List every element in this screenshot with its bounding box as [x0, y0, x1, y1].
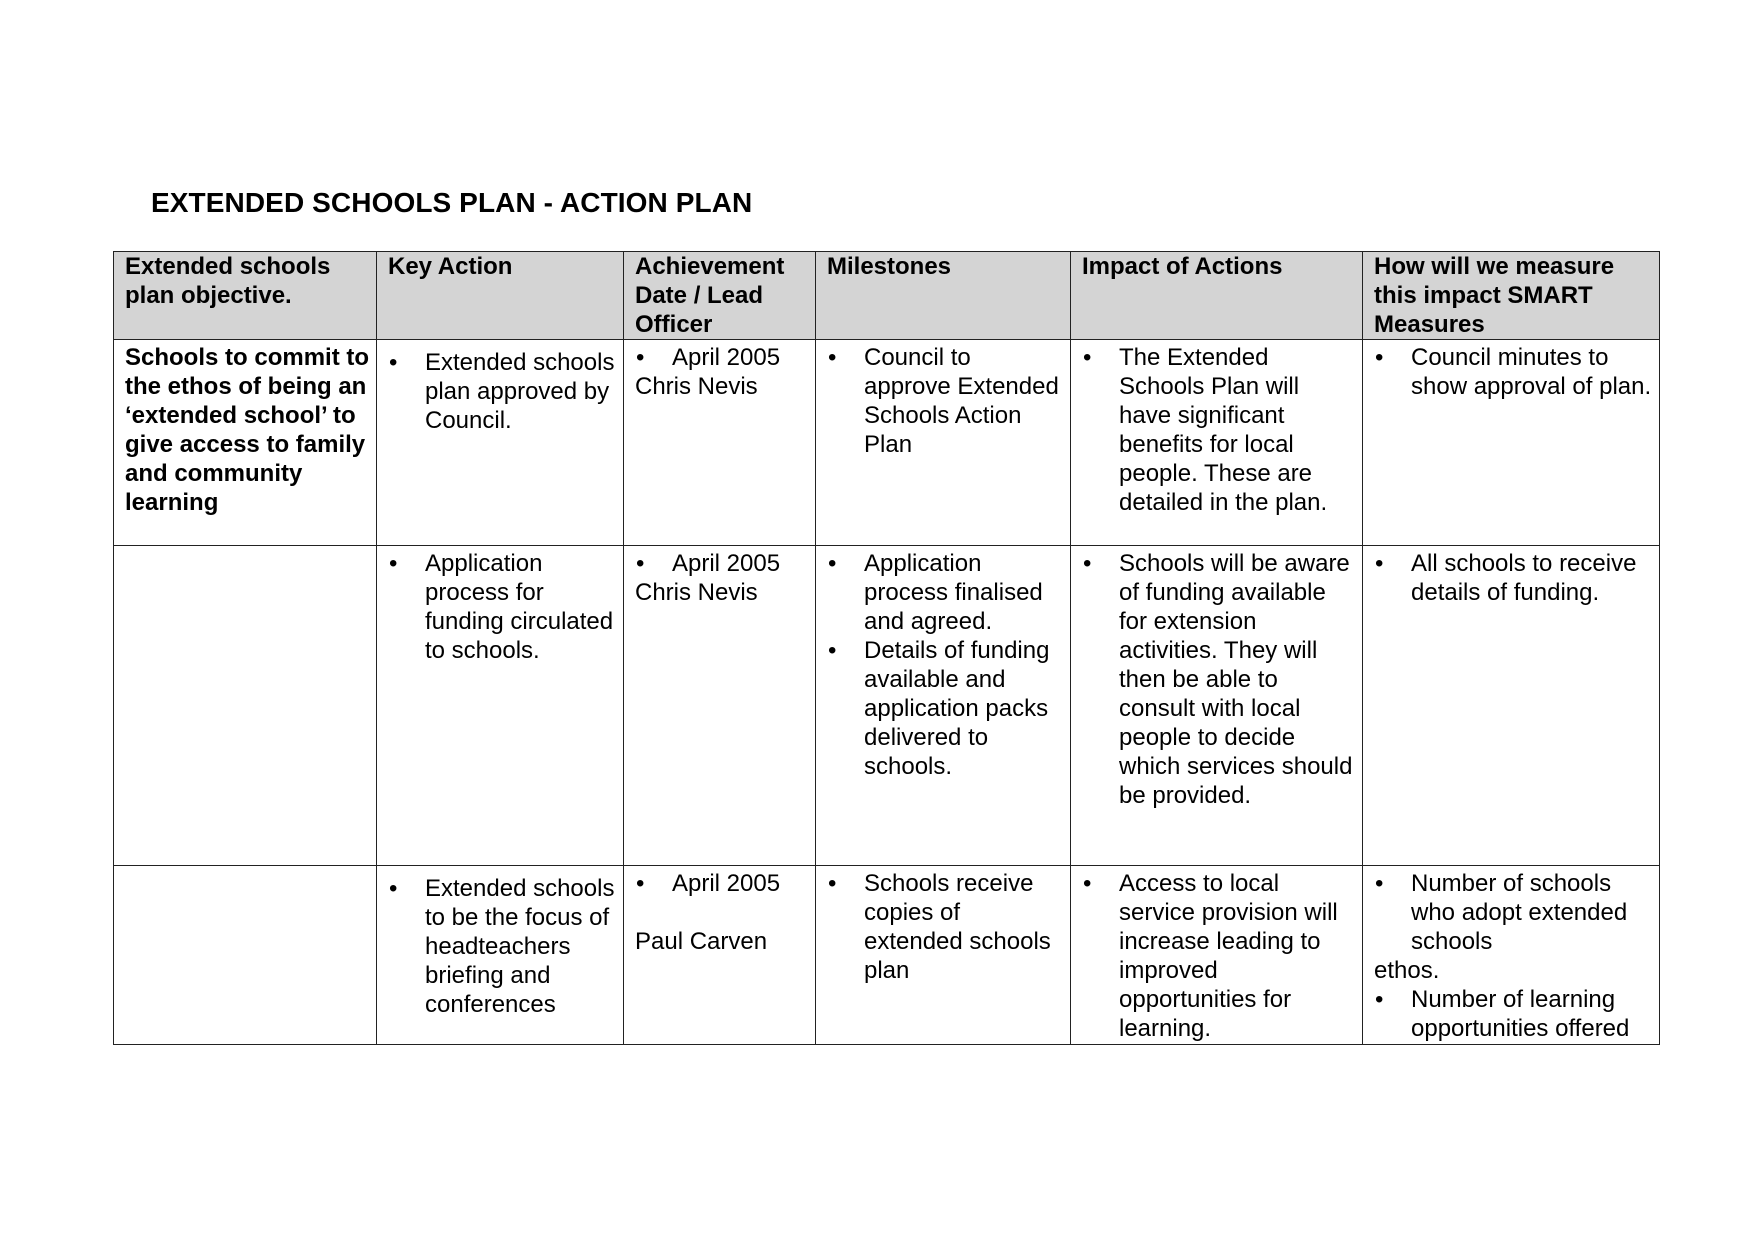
table-row	[114, 866, 1660, 1045]
lead-officer: Chris Nevis	[635, 373, 758, 400]
list-item: • All schools to receive details of funding.	[1374, 549, 1653, 607]
header-impact: Impact of Actions	[1071, 252, 1363, 340]
achievement-cell	[624, 546, 816, 866]
measures-cell	[1363, 546, 1660, 866]
key-action-cell	[377, 866, 624, 1045]
list-item: • The Extended Schools Plan will have significant benefits for local people. These are detailed in the plan.	[1082, 343, 1356, 517]
impact-cell	[1071, 866, 1363, 1045]
table-row	[114, 340, 1660, 546]
measures-cell	[1363, 866, 1660, 1045]
list-item: • Extended schools to be the focus of headteachers briefing and conferences	[388, 874, 617, 1019]
achievement-date: • April 2005	[635, 343, 809, 372]
list-item: • Schools receive copies of extended schools plan	[827, 869, 1064, 985]
blank-line	[635, 898, 809, 927]
page-title: EXTENDED SCHOOLS PLAN - ACTION PLAN	[151, 187, 753, 218]
measures-continuation: ethos.	[1374, 957, 1440, 984]
list-item: • Council minutes to show approval of plan.	[1374, 343, 1653, 401]
header-objective: Extended schools plan objective.	[114, 252, 377, 340]
objective-cell: Schools to commit to the ethos of being an ‘extended school’ to give access to family and community learning	[114, 340, 377, 546]
table-row	[114, 546, 1660, 866]
list-item: • Extended schools plan approved by Council.	[388, 348, 617, 435]
measures-cell	[1363, 340, 1660, 546]
objective-cell	[114, 546, 377, 866]
milestones-cell	[816, 546, 1071, 866]
lead-officer: Paul Carven	[635, 928, 768, 955]
list-item: • Details of funding available and application packs delivered to schools.	[827, 636, 1064, 781]
table-header-row	[114, 252, 1660, 340]
list-item: • Council to approve Extended Schools Action Plan	[827, 343, 1064, 459]
achievement-date: • April 2005	[635, 869, 809, 898]
header-key-action: Key Action	[377, 252, 624, 340]
list-item: • Application process finalised and agreed.	[827, 549, 1064, 636]
list-item: • Access to local service provision will increase leading to improved opportunities for learning.	[1082, 869, 1356, 1043]
list-item: • Application process for funding circulated to schools.	[388, 549, 617, 665]
header-milestones: Milestones	[816, 252, 1071, 340]
key-action-cell	[377, 340, 624, 546]
list-item: • Number of learning opportunities offered	[1374, 985, 1653, 1043]
achievement-cell	[624, 340, 816, 546]
lead-officer: Chris Nevis	[635, 579, 758, 606]
impact-cell	[1071, 546, 1363, 866]
achievement-cell	[624, 866, 816, 1045]
header-measures: How will we measure this impact SMART Measures	[1363, 252, 1660, 340]
milestones-cell	[816, 866, 1071, 1045]
milestones-cell	[816, 340, 1071, 546]
header-achievement-date: Achievement Date / Lead Officer	[624, 252, 816, 340]
key-action-cell	[377, 546, 624, 866]
achievement-date: • April 2005	[635, 549, 809, 578]
action-plan-table	[113, 251, 1660, 1045]
impact-cell	[1071, 340, 1363, 546]
list-item: • Number of schools who adopt extended schools	[1374, 869, 1653, 956]
objective-cell	[114, 866, 377, 1045]
list-item: • Schools will be aware of funding available for extension activities. They will then be able to consult with local people to decide which services should be provided.	[1082, 549, 1356, 810]
